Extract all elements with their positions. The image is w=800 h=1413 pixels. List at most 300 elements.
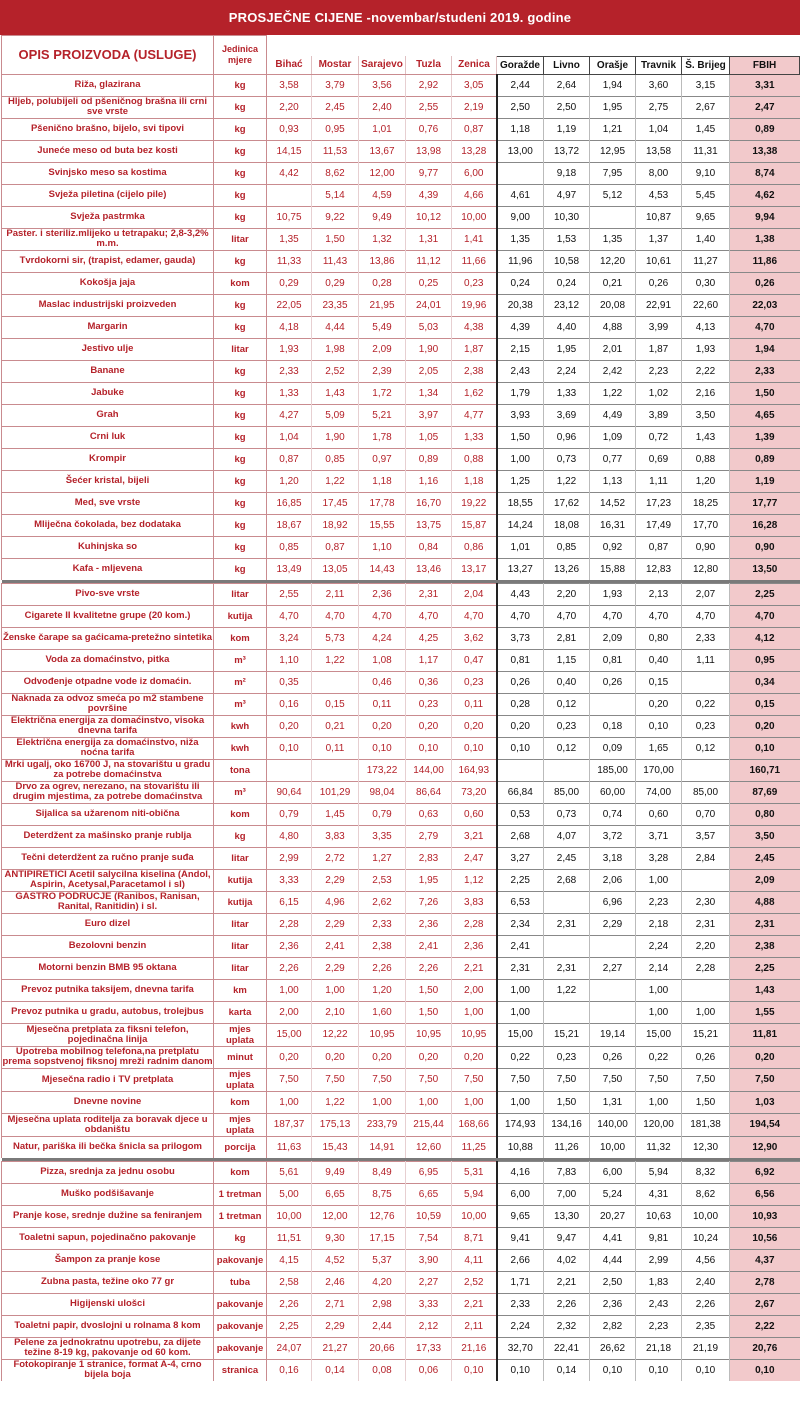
price-cell: 120,00 <box>636 1113 682 1136</box>
unit-cell: kg <box>214 470 267 492</box>
product-name: Mrki ugalj, oko 16700 J, na stovarištu u gradu za potrebe domaćinstva <box>2 759 214 781</box>
product-name: Šećer kristal, bijeli <box>2 470 214 492</box>
price-cell: 0,12 <box>544 693 590 715</box>
price-cell: 1,00 <box>452 1091 497 1113</box>
price-cell: 2,38 <box>730 935 800 957</box>
price-cell: 1,17 <box>406 649 452 671</box>
product-name: Sijalica sa užarenom niti-obična <box>2 803 214 825</box>
price-cell: 9,49 <box>312 1161 359 1183</box>
unit-cell: kg <box>214 404 267 426</box>
price-cell: 1,43 <box>312 382 359 404</box>
price-cell: 2,52 <box>312 360 359 382</box>
price-cell: 15,55 <box>359 514 406 536</box>
price-cell: 13,17 <box>452 558 497 580</box>
price-cell: 2,18 <box>636 913 682 935</box>
price-cell: 4,70 <box>636 605 682 627</box>
unit-cell: pakovanje <box>214 1337 267 1359</box>
price-cell <box>590 979 636 1001</box>
price-cell: 3,56 <box>359 74 406 96</box>
price-cell <box>267 184 312 206</box>
price-cell: 4,20 <box>359 1271 406 1293</box>
price-cell: 21,18 <box>636 1337 682 1359</box>
table-row <box>2 74 800 96</box>
price-cell: 9,81 <box>636 1227 682 1249</box>
price-cell: 2,28 <box>452 913 497 935</box>
price-cell: 2,31 <box>497 957 544 979</box>
price-cell: 6,15 <box>267 891 312 913</box>
unit-cell: kwh <box>214 715 267 737</box>
price-cell: 7,50 <box>267 1068 312 1091</box>
price-cell: 5,14 <box>312 184 359 206</box>
price-cell <box>544 1001 590 1023</box>
price-cell: 2,31 <box>544 913 590 935</box>
unit-cell: stranica <box>214 1359 267 1381</box>
price-cell: 2,62 <box>359 891 406 913</box>
price-cell: 4,70 <box>730 316 800 338</box>
price-cell: 0,23 <box>406 693 452 715</box>
price-cell: 2,45 <box>544 847 590 869</box>
product-name: Svježa pastrmka <box>2 206 214 228</box>
product-name: Med, sve vrste <box>2 492 214 514</box>
price-cell: 17,23 <box>636 492 682 514</box>
price-cell: 0,80 <box>730 803 800 825</box>
product-name: Upotreba mobilnog telefona,na pretplatu prema sopstvenoj fiksnoj mreži radnim danom <box>2 1046 213 1067</box>
col-header-city: Bihać <box>267 56 312 74</box>
price-cell: 0,16 <box>267 693 312 715</box>
price-cell: 5,21 <box>359 404 406 426</box>
price-cell: 4,07 <box>544 825 590 847</box>
price-cell: 13,98 <box>406 140 452 162</box>
price-cell: 4,02 <box>544 1249 590 1271</box>
price-cell: 4,24 <box>359 627 406 649</box>
price-cell: 2,00 <box>267 1001 312 1023</box>
price-cell <box>590 206 636 228</box>
price-cell: 1,00 <box>497 448 544 470</box>
price-cell: 12,83 <box>636 558 682 580</box>
table-row <box>2 781 800 803</box>
product-name: Mjesečna radio i TV pretplata <box>2 1068 214 1091</box>
price-cell: 0,20 <box>267 1046 312 1068</box>
price-cell: 20,27 <box>590 1205 636 1227</box>
table-row <box>2 184 800 206</box>
price-cell: 87,69 <box>730 781 800 803</box>
price-cell: 0,73 <box>544 448 590 470</box>
price-cell: 4,70 <box>730 605 800 627</box>
price-cell: 0,73 <box>544 803 590 825</box>
price-cell: 5,94 <box>636 1161 682 1183</box>
price-cell: 7,50 <box>359 1068 406 1091</box>
price-cell: 2,16 <box>682 382 730 404</box>
price-cell: 1,05 <box>406 426 452 448</box>
price-cell: 0,10 <box>682 1359 730 1381</box>
price-cell: 6,95 <box>406 1161 452 1183</box>
price-cell: 4,53 <box>636 184 682 206</box>
price-cell <box>544 759 590 781</box>
price-cell: 17,33 <box>406 1337 452 1359</box>
price-cell: 17,15 <box>359 1227 406 1249</box>
price-cell: 4,44 <box>590 1249 636 1271</box>
product-name: GASTRO PODRUČJE (Ranibos, Ranisan, Ranital, Ranitidin) i sl. <box>2 891 214 913</box>
price-cell: 3,62 <box>452 627 497 649</box>
price-cell: 1,00 <box>267 979 312 1001</box>
price-cell: 90,64 <box>267 781 312 803</box>
price-cell: 4,70 <box>452 605 497 627</box>
unit-cell: kg <box>214 382 267 404</box>
price-cell: 2,25 <box>267 1315 312 1337</box>
price-cell: 7,50 <box>682 1068 730 1091</box>
price-cell: 0,86 <box>452 536 497 558</box>
price-cell: 2,71 <box>312 1293 359 1315</box>
unit-cell: litar <box>214 228 267 250</box>
price-cell: 4,18 <box>267 316 312 338</box>
price-cell: 0,89 <box>730 448 800 470</box>
price-cell: 2,58 <box>267 1271 312 1293</box>
price-cell: 4,97 <box>544 184 590 206</box>
price-cell: 0,10 <box>730 1359 800 1381</box>
price-cell: 2,67 <box>730 1293 800 1315</box>
price-cell: 3,83 <box>312 825 359 847</box>
product-name: Juneće meso od buta bez kosti <box>2 140 214 162</box>
price-cell: 86,64 <box>406 781 452 803</box>
price-cell: 5,61 <box>267 1161 312 1183</box>
table-row <box>2 1315 800 1337</box>
price-cell: 1,38 <box>730 228 800 250</box>
price-cell: 12,95 <box>590 140 636 162</box>
unit-cell: kg <box>214 558 267 580</box>
product-name: Euro dizel <box>2 913 214 935</box>
price-cell: 0,26 <box>636 272 682 294</box>
price-cell: 4,49 <box>590 404 636 426</box>
price-cell: 0,11 <box>452 693 497 715</box>
price-cell: 23,35 <box>312 294 359 316</box>
unit-cell: mjes uplata <box>214 1023 267 1046</box>
product-name: Svinjsko meso sa kostima <box>2 162 214 184</box>
price-cell: 17,45 <box>312 492 359 514</box>
price-cell: 0,72 <box>636 426 682 448</box>
col-header-city: Š. Brijeg <box>682 56 730 74</box>
table-row <box>2 605 800 627</box>
table-row <box>2 913 800 935</box>
price-cell: 11,33 <box>267 250 312 272</box>
price-cell: 0,47 <box>452 649 497 671</box>
price-cell: 0,20 <box>452 715 497 737</box>
price-cell: 0,20 <box>359 1046 406 1068</box>
price-cell <box>497 162 544 184</box>
product-name: Kuhinjska so <box>2 536 214 558</box>
price-cell: 5,49 <box>359 316 406 338</box>
price-cell: 4,65 <box>730 404 800 426</box>
price-cell: 2,26 <box>406 957 452 979</box>
price-cell: 1,15 <box>544 649 590 671</box>
price-cell: 0,28 <box>359 272 406 294</box>
price-cell: 0,88 <box>682 448 730 470</box>
price-cell <box>682 671 730 693</box>
price-cell: 1,00 <box>497 1001 544 1023</box>
price-cell: 0,10 <box>730 737 800 759</box>
price-cell: 0,20 <box>452 1046 497 1068</box>
price-cell: 6,65 <box>406 1183 452 1205</box>
table-row <box>2 1337 800 1359</box>
price-cell: 2,26 <box>544 1293 590 1315</box>
price-cell: 8,75 <box>359 1183 406 1205</box>
price-cell <box>312 759 359 781</box>
price-cell <box>544 891 590 913</box>
price-cell: 3,72 <box>590 825 636 847</box>
price-cell: 0,20 <box>636 693 682 715</box>
price-cell: 7,54 <box>406 1227 452 1249</box>
price-cell: 2,31 <box>730 913 800 935</box>
price-cell: 7,83 <box>544 1161 590 1183</box>
price-cell: 0,96 <box>544 426 590 448</box>
unit-cell: kom <box>214 272 267 294</box>
price-cell: 0,10 <box>590 1359 636 1381</box>
product-name: Naknada za odvoz smeća po m2 stambene površine <box>2 693 214 715</box>
product-name: Električna energija za domaćinstvo, visoka dnevna tarifa <box>2 715 214 737</box>
price-cell: 2,33 <box>682 627 730 649</box>
col-header-city: Travnik <box>636 56 682 74</box>
price-cell: 0,23 <box>452 671 497 693</box>
price-cell: 73,20 <box>452 781 497 803</box>
price-cell: 10,95 <box>452 1023 497 1046</box>
table-row <box>2 1293 800 1315</box>
price-cell: 0,85 <box>312 448 359 470</box>
unit-cell: mjes uplata <box>214 1113 267 1136</box>
price-cell: 0,22 <box>636 1046 682 1068</box>
price-cell: 16,85 <box>267 492 312 514</box>
unit-cell: litar <box>214 935 267 957</box>
price-cell: 0,21 <box>590 272 636 294</box>
price-cell: 0,30 <box>682 272 730 294</box>
price-cell: 2,22 <box>730 1315 800 1337</box>
price-cell: 11,32 <box>636 1136 682 1158</box>
price-cell: 0,12 <box>544 737 590 759</box>
table-row <box>2 1359 800 1381</box>
price-cell: 2,36 <box>359 583 406 605</box>
price-cell: 4,62 <box>730 184 800 206</box>
price-cell: 0,11 <box>312 737 359 759</box>
price-cell: 7,50 <box>636 1068 682 1091</box>
price-cell: 2,00 <box>452 979 497 1001</box>
price-cell: 9,30 <box>312 1227 359 1249</box>
unit-cell: kwh <box>214 737 267 759</box>
price-cell: 0,20 <box>730 715 800 737</box>
price-cell: 23,12 <box>544 294 590 316</box>
price-cell: 0,26 <box>497 671 544 693</box>
table-row <box>2 228 800 250</box>
product-name: Banane <box>2 360 214 382</box>
price-cell: 2,25 <box>497 869 544 891</box>
price-cell: 2,30 <box>682 891 730 913</box>
price-cell: 1,19 <box>730 470 800 492</box>
price-cell <box>590 935 636 957</box>
table-row <box>2 1205 800 1227</box>
product-name: Riža, glazirana <box>2 74 214 96</box>
price-cell: 9,41 <box>497 1227 544 1249</box>
price-cell: 13,49 <box>267 558 312 580</box>
price-cell: 4,44 <box>312 316 359 338</box>
price-cell: 4,70 <box>359 605 406 627</box>
price-cell: 4,43 <box>497 583 544 605</box>
price-cell: 1,00 <box>406 1091 452 1113</box>
price-cell: 2,09 <box>590 627 636 649</box>
price-cell: 20,76 <box>730 1337 800 1359</box>
price-cell: 3,18 <box>590 847 636 869</box>
price-cell: 2,39 <box>359 360 406 382</box>
price-cell: 1,50 <box>544 1091 590 1113</box>
price-cell: 1,22 <box>312 1091 359 1113</box>
price-cell: 19,22 <box>452 492 497 514</box>
price-cell: 1,22 <box>312 649 359 671</box>
price-cell: 1,00 <box>497 979 544 1001</box>
price-cell: 10,12 <box>406 206 452 228</box>
price-cell: 98,04 <box>359 781 406 803</box>
price-cell: 2,41 <box>312 935 359 957</box>
price-cell: 12,60 <box>406 1136 452 1158</box>
unit-cell: kg <box>214 118 267 140</box>
price-cell: 7,50 <box>312 1068 359 1091</box>
price-cell: 1,00 <box>267 1091 312 1113</box>
product-name: Jestivo ulje <box>2 338 214 360</box>
price-cell: 2,11 <box>452 1315 497 1337</box>
price-cell: 0,29 <box>267 272 312 294</box>
unit-cell: kg <box>214 825 267 847</box>
unit-cell: kg <box>214 140 267 162</box>
unit-cell: kg <box>214 96 267 118</box>
price-cell: 140,00 <box>590 1113 636 1136</box>
price-cell: 10,00 <box>590 1136 636 1158</box>
price-cell: 1,87 <box>452 338 497 360</box>
price-cell: 1,93 <box>590 583 636 605</box>
product-name: Kafa - mljevena <box>2 558 214 580</box>
price-cell: 0,40 <box>544 671 590 693</box>
price-cell: 19,96 <box>452 294 497 316</box>
price-cell: 215,44 <box>406 1113 452 1136</box>
price-cell: 1,12 <box>452 869 497 891</box>
price-cell: 6,65 <box>312 1183 359 1205</box>
price-cell: 2,36 <box>267 935 312 957</box>
price-cell: 0,20 <box>497 715 544 737</box>
product-name: Tečni deterdžent za ručno pranje suđa <box>2 847 214 869</box>
price-cell: 13,50 <box>730 558 800 580</box>
product-name: Muško podšišavanje <box>2 1183 214 1205</box>
price-cell: 13,86 <box>359 250 406 272</box>
price-cell: 1,95 <box>544 338 590 360</box>
price-cell: 1,11 <box>682 649 730 671</box>
price-cell: 170,00 <box>636 759 682 781</box>
price-cell: 2,67 <box>682 96 730 118</box>
price-cell: 1,18 <box>497 118 544 140</box>
price-cell: 3,93 <box>497 404 544 426</box>
product-name: Toaletni papir, dvoslojni u rolnama 8 kom <box>2 1315 214 1337</box>
price-cell: 0,10 <box>497 1359 544 1381</box>
product-name: Pivo-sve vrste <box>2 583 214 605</box>
price-cell: 2,92 <box>406 74 452 96</box>
product-name: Hljeb, polubijeli od pšeničnog brašna ili crni sve vrste <box>2 96 214 118</box>
price-cell: 8,49 <box>359 1161 406 1183</box>
table-row <box>2 1227 800 1249</box>
price-cell: 3,99 <box>636 316 682 338</box>
product-name: Odvođenje otpadne vode iz domaćin. <box>2 671 214 693</box>
unit-cell: kg <box>214 1227 267 1249</box>
price-cell: 2,11 <box>312 583 359 605</box>
price-cell: 0,79 <box>267 803 312 825</box>
price-cell: 5,03 <box>406 316 452 338</box>
price-cell: 0,81 <box>497 649 544 671</box>
price-cell: 1,20 <box>359 979 406 1001</box>
price-cell: 12,90 <box>730 1136 800 1158</box>
price-cell: 1,35 <box>497 228 544 250</box>
unit-cell: litar <box>214 338 267 360</box>
price-cell: 10,00 <box>452 206 497 228</box>
price-cell: 0,35 <box>267 671 312 693</box>
price-cell: 7,26 <box>406 891 452 913</box>
price-cell: 15,21 <box>682 1023 730 1046</box>
price-cell: 3,50 <box>730 825 800 847</box>
price-cell: 1,20 <box>267 470 312 492</box>
price-cell: 3,33 <box>267 869 312 891</box>
price-cell: 4,41 <box>590 1227 636 1249</box>
price-cell: 8,62 <box>682 1183 730 1205</box>
price-cell: 1,95 <box>590 96 636 118</box>
unit-cell: kg <box>214 162 267 184</box>
table-row <box>2 140 800 162</box>
price-cell: 0,26 <box>590 671 636 693</box>
price-cell: 1,34 <box>406 382 452 404</box>
price-cell <box>590 1001 636 1023</box>
price-cell: 2,24 <box>544 360 590 382</box>
price-cell: 6,00 <box>590 1161 636 1183</box>
product-name: Cigarete II kvalitetne grupe (20 kom.) <box>2 605 214 627</box>
price-cell: 1,00 <box>312 979 359 1001</box>
price-cell: 0,12 <box>682 737 730 759</box>
product-name: Šampon za pranje kose <box>2 1249 214 1271</box>
unit-cell: kom <box>214 803 267 825</box>
price-cell: 0,74 <box>590 803 636 825</box>
price-cell: 2,31 <box>544 957 590 979</box>
unit-cell: kg <box>214 206 267 228</box>
price-cell: 4,70 <box>682 605 730 627</box>
price-cell: 2,55 <box>267 583 312 605</box>
price-cell: 2,09 <box>730 869 800 891</box>
unit-cell: kg <box>214 184 267 206</box>
price-cell: 1,83 <box>636 1271 682 1293</box>
price-cell: 9,18 <box>544 162 590 184</box>
price-cell: 101,29 <box>312 781 359 803</box>
price-cell: 1,50 <box>406 1001 452 1023</box>
price-cell: 4,38 <box>452 316 497 338</box>
price-cell: 4,39 <box>406 184 452 206</box>
price-cell: 3,24 <box>267 627 312 649</box>
price-cell: 10,75 <box>267 206 312 228</box>
price-cell: 1,90 <box>406 338 452 360</box>
price-cell: 12,20 <box>590 250 636 272</box>
price-cell: 0,25 <box>406 272 452 294</box>
price-cell: 4,80 <box>267 825 312 847</box>
table-row <box>2 536 800 558</box>
price-cell: 2,45 <box>312 96 359 118</box>
price-cell: 8,74 <box>730 162 800 184</box>
price-cell: 0,95 <box>730 649 800 671</box>
price-cell: 12,30 <box>682 1136 730 1158</box>
price-cell: 4,70 <box>590 605 636 627</box>
price-cell: 4,66 <box>452 184 497 206</box>
unit-cell: kg <box>214 360 267 382</box>
product-name: Deterdžent za mašinsko pranje rublja <box>2 825 214 847</box>
price-cell: 1,40 <box>682 228 730 250</box>
table-row <box>2 294 800 316</box>
unit-cell: 1 tretman <box>214 1205 267 1227</box>
price-cell: 3,58 <box>267 74 312 96</box>
